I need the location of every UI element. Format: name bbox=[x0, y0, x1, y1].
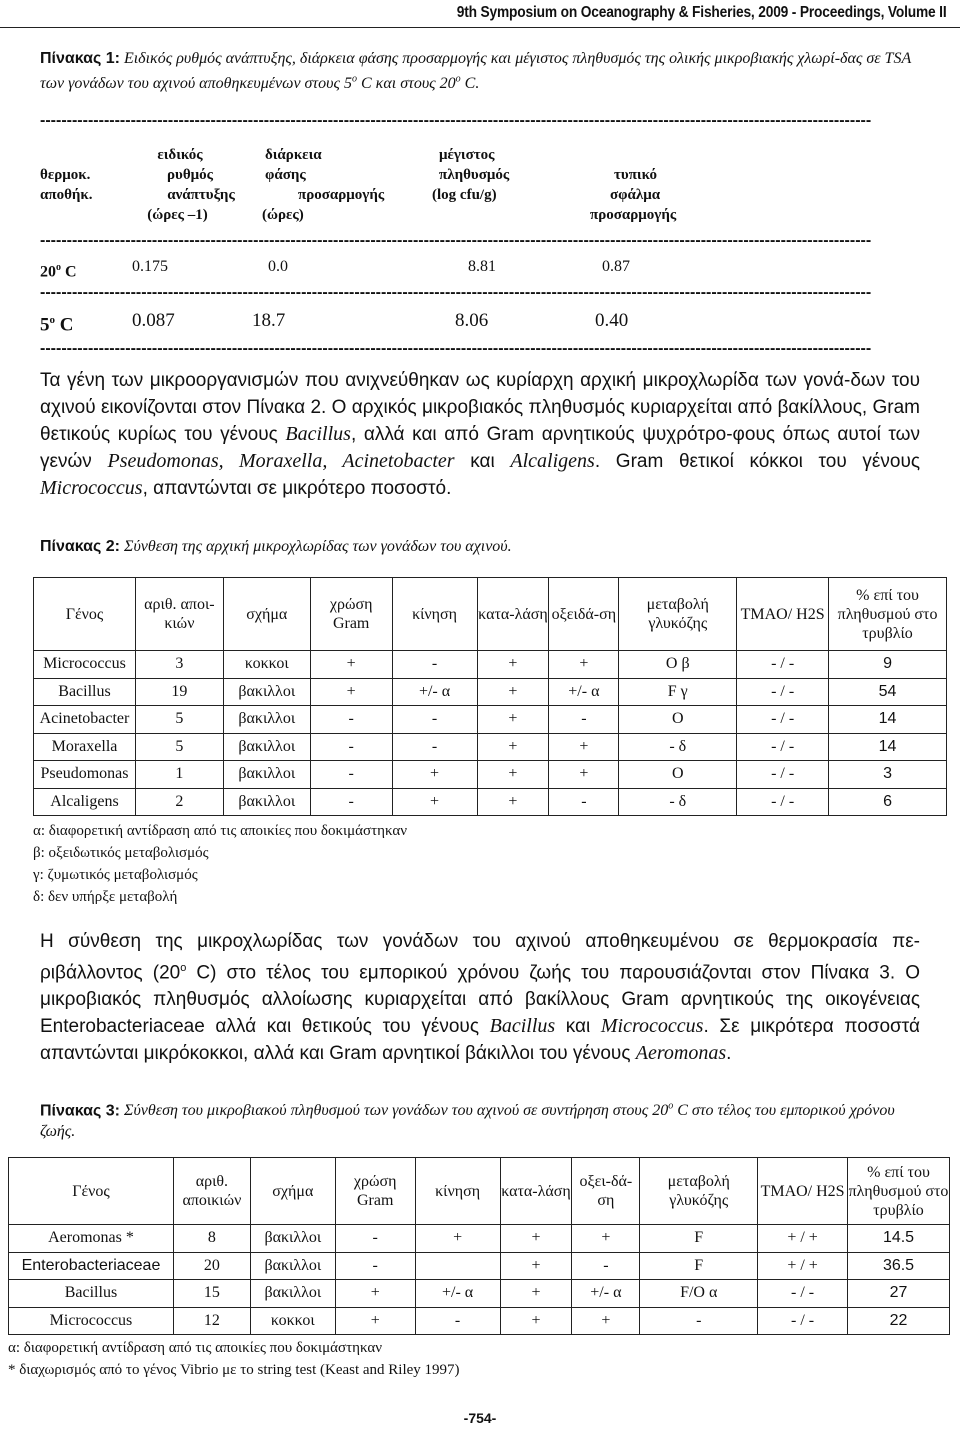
header-title: 9th Symposium on Oceanography & Fisheries, 2009 - Proceedings, Volume II bbox=[456, 4, 946, 21]
table2-header-cell: χρώση Gram bbox=[310, 578, 392, 651]
table3-cell: 12 bbox=[173, 1307, 250, 1335]
table2-row bbox=[34, 733, 947, 761]
table2-cell: 1 bbox=[135, 761, 223, 789]
table2-notes bbox=[33, 820, 407, 908]
table1-rule-top: ------------------------------------------------------------------------------------------------------------------------------------------------------------ bbox=[40, 112, 872, 129]
table3-cell: 36.5 bbox=[848, 1252, 950, 1280]
table2-cell: - / - bbox=[737, 788, 829, 816]
table2 bbox=[33, 577, 947, 816]
header-rule bbox=[0, 27, 960, 28]
table2-cell: 5 bbox=[135, 733, 223, 761]
table2-cell: + bbox=[477, 761, 549, 789]
table3-cell: 14.5 bbox=[848, 1225, 950, 1253]
table3-cell: Aeromonas * bbox=[9, 1225, 174, 1253]
table2-row bbox=[34, 678, 947, 706]
table2-row bbox=[34, 788, 947, 816]
table1-row-20c: $20^o$ C 0.175 0.0 8.81 0.87 bbox=[40, 258, 630, 281]
table2-note-b: β: οξειδωτικός μεταβολισμός bbox=[33, 845, 209, 861]
table2-header-row bbox=[34, 578, 947, 651]
table2-header-cell: σχήμα bbox=[223, 578, 310, 651]
table3-cell: 15 bbox=[173, 1280, 250, 1308]
table3-cell: + bbox=[415, 1225, 500, 1253]
table2-cell: βακιλλοι bbox=[223, 678, 310, 706]
table3-notes bbox=[8, 1337, 460, 1381]
table2-cell: 2 bbox=[135, 788, 223, 816]
table3 bbox=[8, 1157, 950, 1335]
table3-header-cell: κίνηση bbox=[415, 1158, 500, 1225]
table2-cell: 3 bbox=[829, 761, 947, 789]
table2-cell: - bbox=[310, 706, 392, 734]
table2-cell: 5 bbox=[135, 706, 223, 734]
page-number: -754- bbox=[463, 1410, 497, 1426]
table3-cell: - bbox=[415, 1307, 500, 1335]
table2-cell: O bbox=[619, 761, 737, 789]
table2-cell: 6 bbox=[829, 788, 947, 816]
table2-cell: κοκκοι bbox=[223, 651, 310, 679]
table2-cell: - δ bbox=[619, 788, 737, 816]
table3-header-cell: κατα-λάση bbox=[500, 1158, 572, 1225]
table3-caption: Πίνακας 3: Σύνθεση του μικροβιακού πληθυσμού των γονάδων του αχινού σε συντήρηση στους $20^o$ C στο τέλος του εμπορικού χρόνου ζωής. bbox=[40, 1101, 895, 1141]
table3-cell: + bbox=[500, 1280, 572, 1308]
table3-header-cell: αριθ. αποικιών bbox=[173, 1158, 250, 1225]
table3-cell: F bbox=[640, 1252, 758, 1280]
table3-cell bbox=[415, 1252, 500, 1280]
table2-cell: + bbox=[477, 678, 549, 706]
table2-cell: - / - bbox=[737, 651, 829, 679]
table3-row bbox=[9, 1307, 950, 1335]
paragraph-1: Τα γένη των μικροοργανισμών που ανιχνεύθηκαν ως κυρίαρχη αρχική μικροχλωρίδα των γονά-δων του αχινού εικονίζονται στον Πίνακα 2. Ο αρχικός μικροβιακός πληθυσμός κυριαρχείται από βακίλλους, Gram θετικούς κυρίως του γένους Bacillus, αλλά και από Gram αρνητικούς ψυχρότρο-φους όπως αυτοί των γενών Pseudomonas, Moraxella, Acinetobacter και Alcaligens. Gram θετικοί κόκκοι του γένους Micrococcus, απαντώνται σε μικρότερο ποσοστό. bbox=[40, 370, 921, 499]
table3-header-cell: χρώση Gram bbox=[335, 1158, 415, 1225]
table3-cell: 22 bbox=[848, 1307, 950, 1335]
table2-cell: - bbox=[310, 788, 392, 816]
table2-cell: Alcaligens bbox=[34, 788, 136, 816]
table3-cell: +/- α bbox=[415, 1280, 500, 1308]
table3-cell: βακιλλοι bbox=[250, 1225, 335, 1253]
table2-cell: + bbox=[477, 706, 549, 734]
table2-cell: +/- α bbox=[392, 678, 477, 706]
table2-header-cell: TMAO/ H2S bbox=[737, 578, 829, 651]
table3-cell: + bbox=[500, 1307, 572, 1335]
table2-cell: Moraxella bbox=[34, 733, 136, 761]
table2-note-c: γ: ζυμωτικός μεταβολισμός bbox=[33, 867, 198, 883]
page-header bbox=[0, 0, 960, 44]
table3-cell: + bbox=[335, 1280, 415, 1308]
table2-row bbox=[34, 651, 947, 679]
table2-header-cell: κατα-λάση bbox=[477, 578, 549, 651]
table2-cell: 19 bbox=[135, 678, 223, 706]
table2-cell: Pseudomonas bbox=[34, 761, 136, 789]
table3-header-cell: Γένος bbox=[9, 1158, 174, 1225]
table2-cell: - bbox=[392, 651, 477, 679]
table3-row bbox=[9, 1225, 950, 1253]
table3-cell: Micrococcus bbox=[9, 1307, 174, 1335]
table3-note-a: α: διαφορετική αντίδραση από τις αποικίες που δοκιμάστηκαν bbox=[8, 1340, 383, 1356]
table1-head-lag: διάρκεια φάσης προσαρμογής (ώρες) bbox=[262, 147, 385, 223]
table2-cell: +/- α bbox=[549, 678, 619, 706]
table2-header-cell: % επί του πληθυσμού στο τρυβλίο bbox=[829, 578, 947, 651]
table2-row bbox=[34, 761, 947, 789]
table2-cell: + bbox=[549, 761, 619, 789]
table3-cell: + bbox=[572, 1225, 640, 1253]
table2-cell: O β bbox=[619, 651, 737, 679]
table2-cell: 14 bbox=[829, 733, 947, 761]
table3-note-star: * διαχωρισμός από το γένος Vibrio με το string test (Keast and Riley 1997) bbox=[8, 1362, 460, 1378]
table2-cell: - bbox=[549, 706, 619, 734]
table2-cell: + bbox=[392, 761, 477, 789]
table2-cell: βακιλλοι bbox=[223, 788, 310, 816]
table1-head-rate: ειδικός ρυθμός ανάπτυξης (ώρες –1) bbox=[147, 147, 235, 223]
table2-note-d: δ: δεν υπήρξε μεταβολή bbox=[33, 889, 178, 905]
table3-cell: Bacillus bbox=[9, 1280, 174, 1308]
table1-rule-mid: ------------------------------------------------------------------------------------------------------------------------------------------------------------ bbox=[40, 232, 872, 249]
table2-cell: - / - bbox=[737, 678, 829, 706]
table3-cell: - / - bbox=[758, 1280, 848, 1308]
table2-cell: + bbox=[549, 651, 619, 679]
table3-row bbox=[9, 1280, 950, 1308]
table2-cell: - / - bbox=[737, 706, 829, 734]
table2-cell: + bbox=[477, 651, 549, 679]
table1-rule-row: ------------------------------------------------------------------------------------------------------------------------------------------------------------ bbox=[40, 284, 872, 301]
table2-cell: + bbox=[310, 678, 392, 706]
table2-cell: F γ bbox=[619, 678, 737, 706]
table2-cell: - δ bbox=[619, 733, 737, 761]
table2-cell: - / - bbox=[737, 761, 829, 789]
table3-cell: F bbox=[640, 1225, 758, 1253]
table2-cell: Bacillus bbox=[34, 678, 136, 706]
table1-rule-bottom: ------------------------------------------------------------------------------------------------------------------------------------------------------------ bbox=[40, 340, 872, 357]
table2-header-cell: οξειδά-ση bbox=[549, 578, 619, 651]
table2-cell: + bbox=[392, 788, 477, 816]
table2-cell: - / - bbox=[737, 733, 829, 761]
table2-cell: 14 bbox=[829, 706, 947, 734]
table1-head-err: τυπικό σφάλμα προσαρμογής bbox=[590, 167, 677, 223]
table3-cell: - bbox=[572, 1252, 640, 1280]
table3-header-cell: οξει-δά-ση bbox=[572, 1158, 640, 1225]
table2-cell: - bbox=[310, 733, 392, 761]
table3-cell: - bbox=[640, 1307, 758, 1335]
table2-cell: - bbox=[392, 706, 477, 734]
table2-cell: 54 bbox=[829, 678, 947, 706]
table2-cell: + bbox=[310, 651, 392, 679]
table2-row bbox=[34, 706, 947, 734]
paragraph-2: Η σύνθεση της μικροχλωρίδας των γονάδων του αχινού αποθηκευμένου σε θερμοκρασία πε-ριβάλλοντος ($20^o$ C) στο τέλος του εμπορικού χρόνου ζωής του παρουσιάζονται στον Πίνακα 3. Ο μικροβιακός πληθυσμός αλλοίωσης κυριαρχείται από βακίλλους Gram αρνητικούς της οικογένειας Enterobacteriaceae αλλά και θετικούς του γένους Bacillus και Micrococcus. Σε μικρότερα ποσοστά απαντώνται μικρόκοκκοι, αλλά και Gram αρνητικοί βάκιλλοι του γένους Aeromonas. bbox=[40, 931, 921, 1065]
table2-header-cell: κίνηση bbox=[392, 578, 477, 651]
table2-note-a: α: διαφορετική αντίδραση από τις αποικίες που δοκιμάστηκαν bbox=[33, 823, 408, 839]
table3-header-cell: σχήμα bbox=[250, 1158, 335, 1225]
table2-cell: βακιλλοι bbox=[223, 761, 310, 789]
table3-cell: βακιλλοι bbox=[250, 1280, 335, 1308]
table1-row-5c: $5^o$ C 0.087 18.7 8.06 0.40 bbox=[40, 310, 629, 336]
table3-header-cell: μεταβολή γλυκόζης bbox=[640, 1158, 758, 1225]
table2-cell: O bbox=[619, 706, 737, 734]
table3-cell: 27 bbox=[848, 1280, 950, 1308]
table2-cell: + bbox=[477, 788, 549, 816]
table3-header-row bbox=[9, 1158, 950, 1225]
table2-cell: Acinetobacter bbox=[34, 706, 136, 734]
table2-cell: - bbox=[392, 733, 477, 761]
table3-cell: + bbox=[572, 1307, 640, 1335]
table2-cell: 3 bbox=[135, 651, 223, 679]
table2-cell: 9 bbox=[829, 651, 947, 679]
table3-cell: + bbox=[500, 1225, 572, 1253]
table1-caption-label: Πίνακας 1: bbox=[40, 50, 120, 67]
table3-cell: κοκκοι bbox=[250, 1307, 335, 1335]
table2-header-cell: μεταβολή γλυκόζης bbox=[619, 578, 737, 651]
table3-cell: + / + bbox=[758, 1225, 848, 1253]
table3-cell: + bbox=[335, 1307, 415, 1335]
table3-cell: + / + bbox=[758, 1252, 848, 1280]
table3-cell: 20 bbox=[173, 1252, 250, 1280]
table2-cell: Micrococcus bbox=[34, 651, 136, 679]
table1-caption bbox=[40, 48, 920, 94]
table3-row bbox=[9, 1252, 950, 1280]
table3-cell: 8 bbox=[173, 1225, 250, 1253]
table1-caption-text: Ειδικός ρυθμός ανάπτυξης, διάρκεια φάσης προσαρμογής και μέγιστος πληθυσμός της ολικής μικροβιακής χλωρί-δας σε TSA των γονάδων του αχινού αποθηκευμένων στους $5^o$ C και στους $20^o$ C. bbox=[40, 50, 911, 93]
table2-cell: - bbox=[549, 788, 619, 816]
table3-cell: - / - bbox=[758, 1307, 848, 1335]
table1-head-max: μέγιστος πληθυσμός (log cfu/g) bbox=[432, 147, 510, 203]
table2-cell: + bbox=[549, 733, 619, 761]
table3-cell: Enterobacteriaceae bbox=[9, 1252, 174, 1280]
table2-cell: βακιλλοι bbox=[223, 733, 310, 761]
table3-header-cell: TMAO/ H2S bbox=[758, 1158, 848, 1225]
table3-cell: + bbox=[500, 1252, 572, 1280]
table2-cell: + bbox=[477, 733, 549, 761]
table3-cell: +/- α bbox=[572, 1280, 640, 1308]
table2-header-cell: αριθ. αποι-κιών bbox=[135, 578, 223, 651]
table1-head-temp: θερμοκ. αποθήκ. bbox=[40, 167, 93, 203]
table3-cell: - bbox=[335, 1252, 415, 1280]
table3-header-cell: % επί του πληθυσμού στο τρυβλίο bbox=[848, 1158, 950, 1225]
table3-cell: F/O α bbox=[640, 1280, 758, 1308]
table3-cell: - bbox=[335, 1225, 415, 1253]
table2-caption: Πίνακας 2: Σύνθεση της αρχική μικροχλωρίδας των γονάδων του αχινού. bbox=[40, 538, 512, 555]
table2-cell: βακιλλοι bbox=[223, 706, 310, 734]
table3-cell: βακιλλοι bbox=[250, 1252, 335, 1280]
table2-header-cell: Γένος bbox=[34, 578, 136, 651]
table2-cell: - bbox=[310, 761, 392, 789]
